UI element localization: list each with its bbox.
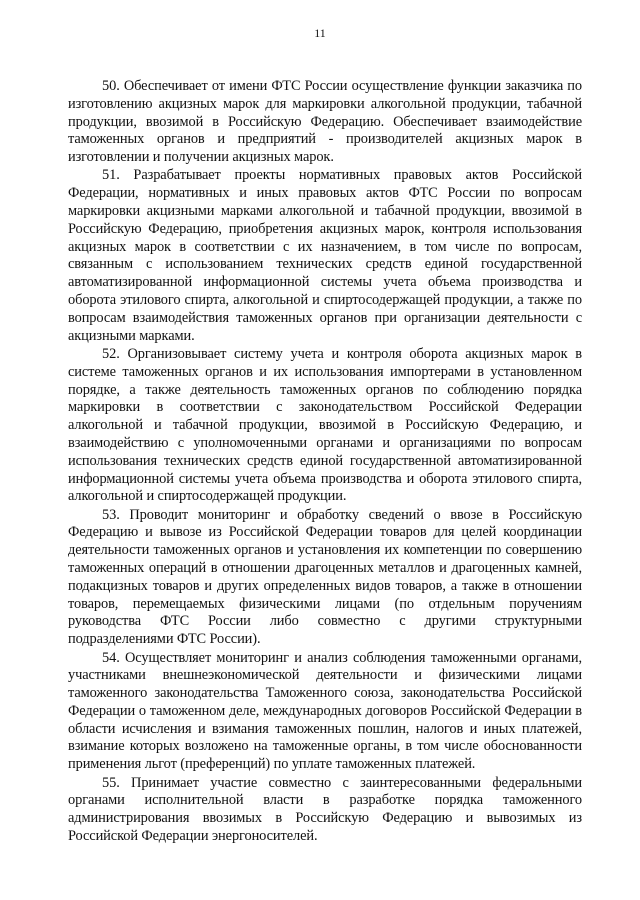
paragraph-55: 55. Принимает участие совместно с заинтересованными федеральными органами исполнительной власти в разработке порядка таможенного администрирования ввозимых в Российскую Федерацию и вывозимых из Российской Федерации энергоносителей. bbox=[68, 774, 582, 844]
paragraph-50: 50. Обеспечивает от имени ФТС России осуществление функции заказчика по изготовлению акцизных марок для маркировки алкогольной продукции, табачной продукции, ввозимой в Российскую Федерацию. Обеспечивает взаимодействие таможенных органов и предприятий - производителей акцизных марок в изготовлении и получении акцизных марок. bbox=[68, 78, 582, 166]
document-body bbox=[68, 78, 582, 846]
paragraph-51: 51. Разрабатывает проекты нормативных правовых актов Российской Федерации, нормативных и иных правовых актов ФТС России по вопросам маркировки акцизными марками алкогольной и табачной продукции, ввозимой в Российскую Федерацию, приобретения акцизных марок, контроля использования акцизных марок в соответствии с их назначением, в том числе по вопросам, связанным с использованием технических средств единой государственной автоматизированной информационной системы учета объема производства и оборота этилового спирта, алкогольной и спиртосодержащей продукции, а также по вопросам взаимодействия таможенных органов при организации деятельности с акцизными марками. bbox=[68, 167, 582, 344]
page-number: 11 bbox=[314, 26, 326, 40]
paragraph-52: 52. Организовывает систему учета и контроля оборота акцизных марок в системе таможенных органов и их использования импортерами в установленном порядке, а также деятельность таможенных органов по соблюдению порядка маркировки в соответствии с законодательством Российской Федерации алкогольной и табачной продукции, ввозимой в Российскую Федерацию, и взаимодействию с уполномоченными органами и организациями по вопросам использования технических средств единой государственной автоматизированной информационной системы учета объема производства и оборота этилового спирта, алкогольной и спиртосодержащей продукции. bbox=[68, 345, 582, 505]
paragraph-53: 53. Проводит мониторинг и обработку сведений о ввозе в Российскую Федерацию и вывозе из Российской Федерации товаров для целей координации деятельности таможенных органов и установления их компетенции по совершению таможенных операций в отношении драгоценных металлов и драгоценных камней, подакцизных товаров и других определенных видов товаров, а также в отношении товаров, перемещаемых физическими лицами (по отдельным поручениям руководства ФТС России либо совместно с другими структурными подразделениями ФТС России). bbox=[68, 506, 582, 648]
paragraph-54: 54. Осуществляет мониторинг и анализ соблюдения таможенными органами, участниками внешнеэкономической деятельности и физическими лицами таможенного законодательства Таможенного союза, законодательства Российской Федерации о таможенном деле, международных договоров Российской Федерации в области исчисления и взимания таможенных пошлин, налогов и иных платежей, взимание которых возложено на таможенные органы, в том числе обоснованности применения льгот (преференций) по уплате таможенных платежей. bbox=[68, 649, 582, 773]
